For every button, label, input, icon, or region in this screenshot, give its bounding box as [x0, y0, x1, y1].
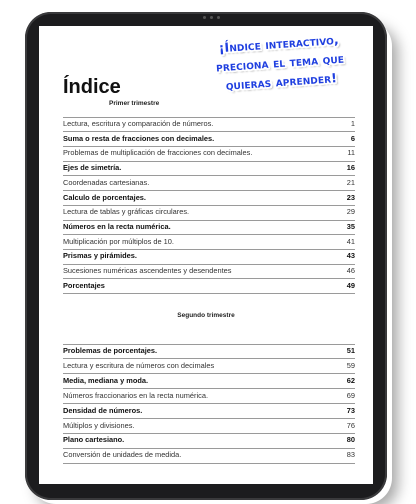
- row-divider: [63, 190, 355, 191]
- index-entry-topic: Densidad de números.: [63, 405, 143, 415]
- index-entry-topic: Problemas de porcentajes.: [63, 346, 158, 355]
- index-entry[interactable]: [63, 361, 355, 370]
- row-divider: [63, 433, 355, 434]
- index-entry[interactable]: [63, 450, 355, 459]
- row-divider: [63, 220, 355, 221]
- index-entry[interactable]: [63, 119, 355, 128]
- index-entry-topic: Sucesiones numéricas ascendentes y desendentes: [63, 266, 232, 275]
- index-entry-topic: Conversión de unidades de medida.: [63, 450, 182, 460]
- index-entry[interactable]: [63, 346, 355, 355]
- index-entry-page: 69: [346, 390, 355, 400]
- index-entry-topic: Problemas de multiplicación de fracciones con decimales.: [63, 148, 253, 158]
- index-entry[interactable]: [63, 376, 355, 385]
- index-entry-page: 51: [346, 346, 355, 355]
- index-entry-page: 21: [346, 177, 355, 187]
- index-entry[interactable]: [63, 421, 355, 430]
- index-entry-topic: Suma o resta de fracciones con decimales.: [63, 133, 215, 143]
- page-title: Índice: [63, 76, 121, 98]
- row-divider: [63, 344, 355, 345]
- index-entry-page: 43: [346, 251, 355, 261]
- index-entry[interactable]: [63, 178, 355, 187]
- row-divider: [63, 161, 355, 162]
- index-entry-page: 23: [346, 192, 355, 202]
- banner-line: quieras aprender!: [225, 70, 338, 93]
- index-entry[interactable]: [63, 406, 355, 415]
- index-entry-topic: Media, mediana y moda.: [63, 375, 149, 385]
- row-divider: [63, 373, 355, 374]
- row-divider: [63, 205, 355, 206]
- index-entry-topic: Prismas y pirámides.: [63, 251, 137, 261]
- row-divider: [63, 448, 355, 449]
- index-entry-page: 80: [346, 435, 355, 445]
- index-entry-topic: Coordenadas cartesianas.: [63, 177, 150, 187]
- row-divider: [63, 418, 355, 419]
- row-divider: [63, 403, 355, 404]
- first-term-heading: Primer trimestre: [109, 100, 160, 107]
- index-entry-page: 1: [350, 119, 355, 128]
- index-entry[interactable]: [63, 193, 355, 202]
- index-entry[interactable]: [63, 251, 355, 260]
- row-divider: [63, 146, 355, 147]
- index-entry-page: 6: [350, 133, 355, 143]
- index-entry[interactable]: [63, 148, 355, 157]
- index-entry-page: 59: [346, 360, 355, 370]
- index-entry-topic: Lectura, escritura y comparación de números.: [63, 119, 214, 128]
- row-divider: [63, 264, 355, 265]
- banner-line: ¡Índice interactivo,: [218, 31, 340, 56]
- index-entry[interactable]: [63, 222, 355, 231]
- index-entry-page: 35: [346, 221, 355, 231]
- index-entry-page: 62: [346, 375, 355, 385]
- index-entry-page: 76: [346, 420, 355, 430]
- index-entry-topic: Lectura de tablas y gráficas circulares.: [63, 207, 190, 217]
- index-entry-topic: Números en la recta numérica.: [63, 221, 171, 231]
- index-entry-topic: Plano cartesiano.: [63, 435, 125, 445]
- row-divider: [63, 293, 355, 294]
- index-entry-page: 16: [346, 163, 355, 173]
- index-entry-topic: Multiplicación por múltiplos de 10.: [63, 236, 174, 246]
- row-divider: [63, 278, 355, 279]
- index-entry-topic: Números fraccionarios en la recta numérica.: [63, 390, 208, 400]
- row-divider: [63, 358, 355, 359]
- index-entry-topic: Calculo de porcentajes.: [63, 192, 146, 202]
- index-entry-page: 11: [347, 148, 355, 158]
- index-entry[interactable]: [63, 266, 355, 275]
- index-entry[interactable]: [63, 435, 355, 444]
- camera-icon: [203, 16, 220, 19]
- row-divider: [63, 463, 355, 464]
- index-entry[interactable]: [63, 207, 355, 216]
- row-divider: [63, 249, 355, 250]
- row-divider: [63, 234, 355, 235]
- index-entry-page: 29: [346, 207, 355, 217]
- index-entry[interactable]: [63, 237, 355, 246]
- index-entry-page: 46: [346, 266, 355, 275]
- row-divider: [63, 131, 355, 132]
- index-entry[interactable]: [63, 163, 355, 172]
- index-entry[interactable]: [63, 134, 355, 143]
- index-entry-topic: Lectura y escritura de números con decimales: [63, 360, 215, 370]
- index-entry[interactable]: [63, 281, 355, 290]
- row-divider: [63, 175, 355, 176]
- index-entry-page: 73: [346, 405, 355, 415]
- index-entry-page: 49: [346, 280, 355, 290]
- row-divider: [63, 117, 355, 118]
- row-divider: [63, 388, 355, 389]
- index-entry-page: 83: [346, 450, 355, 460]
- index-entry-topic: Porcentajes: [63, 280, 105, 290]
- second-term-heading: Segundo trimestre: [177, 312, 235, 319]
- index-entry-topic: Múltiplos y divisiones.: [63, 420, 135, 430]
- index-entry[interactable]: [63, 391, 355, 400]
- index-entry-page: 41: [346, 236, 355, 246]
- banner-line: preciona el tema que: [215, 50, 345, 75]
- index-entry-topic: Ejes de simetría.: [63, 163, 122, 173]
